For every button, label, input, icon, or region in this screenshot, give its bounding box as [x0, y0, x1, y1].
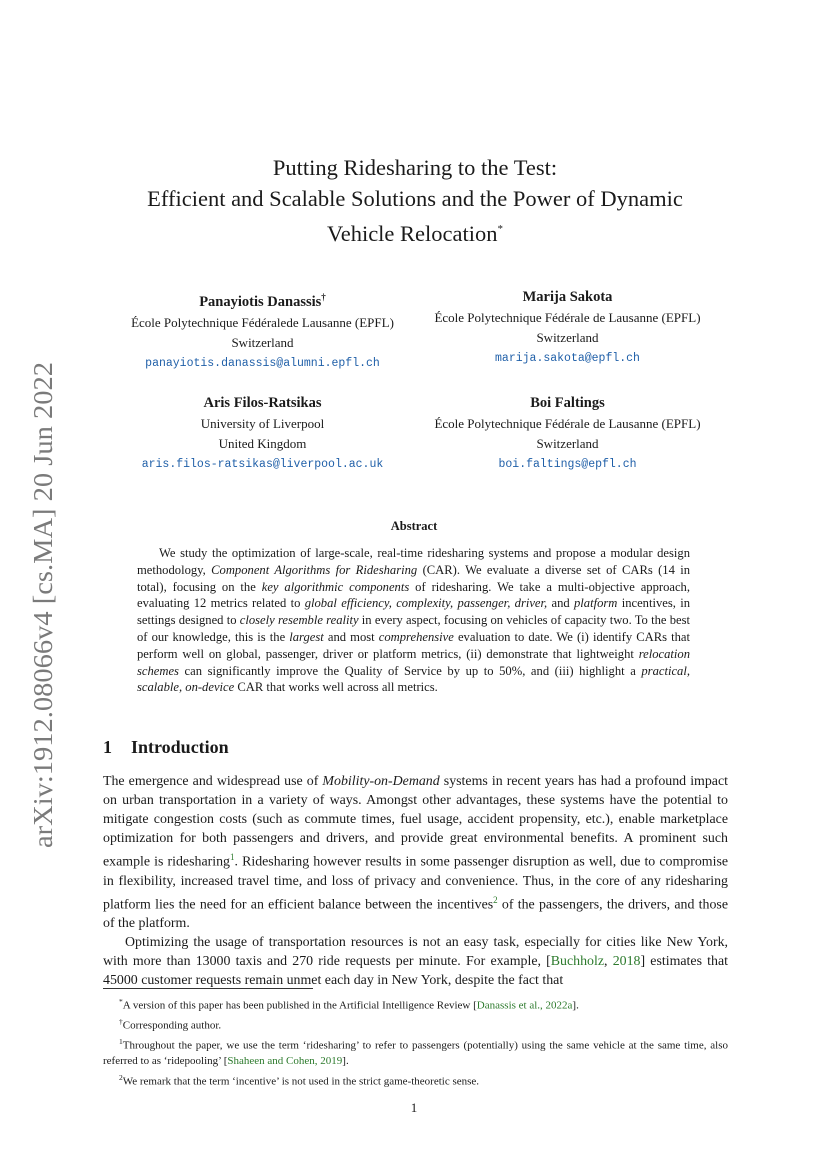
footnote-marker: * [119, 997, 123, 1006]
author-name: Aris Filos-Ratsikas [203, 394, 322, 411]
footnote-marker: 2 [119, 1072, 123, 1082]
paragraph-2 [103, 933, 728, 990]
author-name-text: Panayiotis Danassis [199, 293, 322, 310]
author-4 [415, 392, 720, 475]
footnote-marker: † [119, 1017, 123, 1027]
footnote-marker: 1 [119, 1037, 123, 1047]
abstract-segment: CAR that works well across all metrics. [234, 680, 438, 695]
author-block [110, 286, 720, 493]
body-segment: . Ridesharing however results in some passenger disruption as well, due to compromise in flexibility, increased travel time, and loss of privacy and convenience. Thus, in the core of any ridesharing platform lies the need for an efficient balance between the incentives [103, 854, 729, 913]
author-name: Boi Faltings [530, 394, 605, 411]
abstract-segment: evaluation to date. We (i) identify CARs that perform well on global, passenger, driver or platform metrics, (ii) demonstrate that lightweight [137, 629, 691, 661]
citation-link-author[interactable]: Buchholz [550, 954, 605, 970]
author-affiliation: University of Liverpool [200, 415, 325, 431]
footnotes [103, 994, 728, 1090]
title-line-3 [110, 214, 720, 249]
citation-link[interactable]: Danassis et al., 2022a [476, 999, 573, 1012]
abstract-emphasis: platform [574, 596, 618, 611]
abstract-segment: (CAR). We evaluate a diverse set of CARs (14 in total), focusing on the [137, 562, 691, 594]
author-email-link[interactable]: aris.filos-ratsikas@liverpool.ac.uk [141, 457, 384, 471]
author-affiliation: École Polytechnique Fédérale de Lausanne (EPFL) [434, 310, 701, 325]
section-heading-introduction [103, 737, 229, 758]
abstract-emphasis: relocation schemes [137, 646, 690, 678]
title-footnote-marker: * [497, 223, 504, 235]
abstract-segment: We study the optimization of large-scale, real-time ridesharing systems and propose a modular design methodology, [137, 546, 690, 577]
title-line-1: Putting Ridesharing to the Test: [272, 155, 558, 180]
abstract-emphasis: largest [289, 629, 324, 644]
author-email-link[interactable]: panayiotis.danassis@alumni.epfl.ch [145, 356, 380, 370]
arxiv-sidebar-stamp [20, 360, 64, 850]
arxiv-id-text: arXiv:1912.08066v4 [cs.MA] 20 Jun 2022 [28, 387, 58, 848]
abstract-emphasis: key algorithmic components [261, 579, 410, 594]
author-row-2 [110, 392, 720, 475]
footnote-2 [103, 1070, 728, 1090]
footnote-text: We remark that the term ‘incentive’ is not used in the strict game-theoretic sense. [122, 1075, 480, 1088]
author-country: Switzerland [231, 334, 294, 350]
section-number: 1 [103, 737, 112, 757]
body-segment: The emergence and widespread use of [103, 774, 323, 789]
title-line-3-text: Vehicle Relocation [326, 221, 498, 246]
author-country: Switzerland [536, 435, 599, 451]
footnote-dagger [103, 1014, 728, 1034]
footnote-text: A version of this paper has been published in the Artificial Intelligence Review [ [122, 999, 477, 1012]
author-email-link[interactable]: boi.faltings@epfl.ch [498, 457, 637, 471]
abstract-segment: in every aspect, focusing on vehicles of capacity two. To the best of our knowledge, this is the [137, 613, 690, 644]
abstract-segment: and [547, 596, 574, 611]
section-title: Introduction [131, 737, 229, 757]
paragraph-1 [103, 772, 728, 933]
author-1 [110, 286, 415, 374]
abstract-segment: incentives, in settings designed to [137, 596, 691, 628]
body-emphasis: Mobility-on-Demand [322, 774, 440, 789]
body-segment: ] estimates that 45000 customer requests remain unmet each day in New York, despite the fact that [103, 954, 729, 989]
body-segment: of the passengers, the drivers, and those of the platform. [103, 897, 729, 932]
citation-link-year[interactable]: 2018 [612, 954, 641, 970]
body-segment: systems in recent years has had a profound impact on urban transportation in a variety of ways. Amongst other advantages, these systems have the potential to mitigate congestion costs (such as commute times, fuel usage, accident propensity, etc.), enable marketplace optimization for both passengers and drivers, and provide great environmental benefits. A prominent such example is ridesharing [103, 774, 728, 870]
author-country: Switzerland [536, 330, 599, 345]
footnote-0 [103, 994, 728, 1014]
author-country: United Kingdom [218, 435, 307, 451]
footnote-text: ]. [572, 999, 579, 1012]
abstract-segment: can significantly improve the Quality of Service by up to 50%, and (iii) highlight a [178, 663, 642, 678]
abstract-emphasis: closely resemble reality [239, 613, 359, 628]
footnote-divider [103, 988, 313, 989]
footnote-1 [103, 1034, 728, 1070]
abstract-emphasis: comprehensive [378, 629, 454, 644]
footnote-ref-1[interactable]: 1 [230, 852, 235, 862]
abstract-emphasis: global efficiency, complexity, passenger, driver, [304, 596, 548, 611]
author-row-1 [110, 286, 720, 374]
author-affiliation: École Polytechnique Fédéralede Lausanne (EPFL) [131, 314, 394, 330]
author-marker: † [321, 292, 326, 302]
footnote-ref-2[interactable]: 2 [493, 894, 498, 905]
author-affiliation: École Polytechnique Fédérale de Lausanne (EPFL) [434, 415, 701, 431]
footnote-text: Throughout the paper, we use the term ‘ridesharing’ to refer to passengers (potentially) using the same vehicle at the same time, also referred to as ‘ridepooling’ [ [103, 1039, 728, 1068]
footnote-text: ]. [342, 1055, 349, 1068]
paper-title [110, 152, 720, 249]
abstract-text [137, 545, 690, 696]
citation-link[interactable]: Shaheen and Cohen, 2019 [227, 1055, 343, 1068]
author-email-link[interactable]: marija.sakota@epfl.ch [495, 352, 640, 365]
abstract-segment: and most [323, 629, 379, 644]
footnote-text: Corresponding author. [122, 1019, 222, 1032]
author-3 [110, 392, 415, 475]
title-line-2: Efficient and Scalable Solutions and the Power of Dynamic [147, 186, 683, 211]
abstract-emphasis: practical, scalable, on-device [137, 663, 690, 695]
abstract-segment: of ridesharing. We take a multi-objective approach, evaluating 12 metrics related to [137, 579, 690, 611]
body-segment: , [604, 954, 613, 970]
abstract-heading: Abstract [390, 519, 438, 533]
page-number: 1 [410, 1100, 418, 1115]
author-2 [415, 286, 720, 374]
author-name [110, 286, 415, 313]
body-segment: Optimizing the usage of transportation resources is not an easy task, especially for cities like New York, with more than 13000 taxis and 270 ride requests per minute. For example, [ [103, 935, 728, 970]
body-text [103, 772, 728, 990]
abstract-emphasis: Component Algorithms for Ridesharing [211, 562, 418, 577]
author-name: Marija Sakota [522, 289, 613, 305]
